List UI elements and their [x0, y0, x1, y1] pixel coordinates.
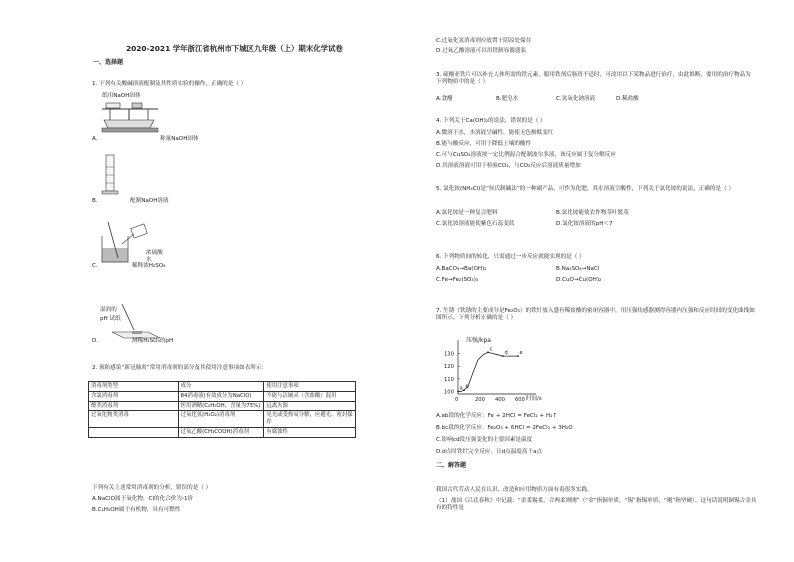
q5-option-c: C.氯化铵溶液能使紫色石蕊变蓝: [436, 221, 515, 227]
q6-stem: 6. 下列物质间的转化，只需通过一步反应就能实现的是（ ）: [436, 254, 585, 260]
q4-stem: 4. 下列关于Ca(OH)₂的说法，错误的是（ ）: [436, 118, 546, 124]
table-header-cell: 消毒剂类型: [89, 382, 179, 392]
point-a-label: a: [459, 385, 463, 392]
q6-option-d: D.CuO→Cu(OH)₂: [556, 277, 602, 283]
table-cell: 过氧化氢(H₂O₂)消毒剂: [178, 411, 264, 428]
x-tick-label: 200: [475, 397, 485, 403]
q7-option-a: A.ab段的化学反应：Fe + 2HCl = FeCl₂ + H₂↑: [436, 413, 558, 419]
q1-option-a: A.: [92, 136, 98, 142]
q7-option-b: B.bc段的化学反应：Fe₂O₃ + 6HCl = 2FeCl₃ + 3H₂O: [436, 425, 573, 431]
x-axis-label: 时间/s: [526, 396, 542, 402]
q3-option-d: D.稀盐酸: [616, 96, 639, 102]
table-row: [89, 391, 356, 401]
table-cell: 过氧乙酸(CH₃COOH)消毒剂: [178, 427, 264, 437]
q2-sub-stem: 下列有关上述常用消毒剂的分析，错误的是（ ）: [92, 485, 212, 491]
q1-caption-d: 测稀H₂SO₄的pH: [132, 338, 174, 344]
q4-option-d: D.其溶液溶液可用于检验CO₂，与CO₂反应后溶液质量增加: [436, 163, 581, 169]
q3-option-c: C.氢氧化钠溶液: [556, 96, 596, 102]
q4-option-c: C.可与CuSO₄溶液按一定比例混合配制波尔多液，该反应属于复分解反应: [436, 152, 616, 158]
q1-label-d-1: 湿润的: [100, 307, 117, 313]
q1-label-a-top: 纸用NaOH固体: [102, 93, 141, 99]
table-cell: 过氧化物类消毒: [89, 411, 179, 428]
q3-option-b: B.肥皂水: [496, 96, 519, 102]
table-cell: 含氯消毒剂: [89, 391, 179, 401]
q4-option-a: A.微溶于水，水溶液呈碱性，能使无色酚酞变红: [436, 130, 554, 136]
table-header-row: [89, 382, 356, 392]
q1-stem: 1. 下列有关酸碱溶液配制及其性质实验的操作，正确的是（ ）: [92, 81, 247, 87]
q2-option-b: B.C₂H₅OH属于有机物，具有可燃性: [92, 507, 181, 513]
q1-option-b: B.: [92, 198, 98, 204]
q1-caption-a: 称量NaOH固体: [160, 136, 199, 142]
q6-option-a: A.BaCO₃→Ba(OH)₂: [436, 266, 487, 272]
q5-option-b: B.氯化铵能使农作物茎叶繁茂: [556, 210, 629, 216]
q6-option-b: B.Na₂SO₄→NaCl: [556, 266, 600, 272]
q7-option-d: D.d点时铁钉完全反应，且d点温度高于a点: [436, 449, 543, 455]
disinfectant-table: [88, 381, 356, 438]
q4-option-b: B.能与酸反应，可用于降低土壤的酸性: [436, 141, 532, 147]
ph-paper-illustration: [108, 300, 168, 342]
page-title: 2020-2021 学年浙江省杭州市下城区九年级（上）期末化学试卷: [126, 44, 343, 53]
q2-option-d: D.过氧乙酸溶液可以用铁制容器盛装: [436, 48, 526, 54]
section-heading-answer: 二、解答题: [436, 462, 467, 469]
balance-illustration: [100, 100, 160, 140]
q7-stem: 7. 生锈（铁锈的主要成分是Fe₂O₃）的铁钉放入盛有稀盐酸的密闭容器中，用压强传感器测得容器内压强和反应时间的变化曲线如图所示。下列分析正确的是（ ）: [436, 308, 755, 321]
q6-option-c: C.Fe→Fe₂(SO₄)₃: [436, 277, 479, 283]
point-e-label: e: [519, 350, 523, 357]
y-axis-label: 压强/kpa: [466, 337, 491, 344]
table-header-cell: 使用注意事项: [264, 382, 356, 392]
q1-label-d-2: pH 试纸: [100, 316, 121, 322]
x-tick-label: 0: [455, 397, 459, 403]
q5-stem: 5. 氯化铵(NH₄Cl)是“侯氏制碱法”的一种副产品，可作为化肥，其水溶液呈酸性，下列关于氯化铵的说法，正确的是（ ）: [436, 186, 735, 192]
point-c-label: c: [489, 346, 493, 353]
table-row: [89, 411, 356, 428]
section-heading-choice: 一、选择题: [93, 59, 124, 66]
q5-option-d: D.氯化铵溶液的pH＜7: [556, 221, 613, 227]
x-tick-label: 600: [515, 397, 525, 403]
point-d-label: d: [504, 350, 508, 357]
q1-label-c-acid: 浓硫酸: [146, 250, 163, 256]
q3-option-a: A.食醋: [436, 96, 453, 102]
y-tick-label: 100: [444, 389, 454, 396]
table-cell: 医用酒精(C₂H₅OH，含量为75%): [178, 401, 264, 411]
y-tick-label: 120: [444, 364, 454, 371]
q7-option-c: C.影响cd段压强变化的主要因素是温度: [436, 437, 533, 443]
point-b-label: b: [465, 384, 469, 391]
q3-stem: 3. 硫酸亚铁片可以补充人体所需的铁元素，服用铁剂后肠胃不适时，可改用以下某物品进行治疗，由此推断，要用的治疗物品为下列物质中的是（ ）: [436, 72, 751, 85]
q2-option-c: C.过氧化氢消毒剂应放置于阴凉处保存: [436, 38, 532, 44]
table-row: [89, 401, 356, 411]
table-cell: 84消毒液(有效成分为NaClO): [178, 391, 264, 401]
table-cell: 不能与洁厕灵（含盐酸）混用: [264, 391, 356, 401]
pressure-chart: [436, 334, 546, 414]
table-cell: 有腐蚀性: [264, 427, 356, 437]
y-tick-label: 110: [444, 376, 454, 383]
q1-caption-b: 配制NaOH溶液: [130, 198, 169, 204]
q5-option-a: A.氯化铵是一种复合肥料: [436, 210, 498, 216]
q2-option-a: A.NaClO属于氧化物，Cl的化合价为-1价: [92, 496, 194, 502]
table-cell: 远离火源: [264, 401, 356, 411]
q1-option-c: C.: [92, 263, 98, 269]
table-cell: 见光或受热易分解，应避光、密封保存: [264, 411, 356, 428]
q1-option-d: D.: [92, 338, 99, 344]
q1-caption-c: 稀释浓H₂SO₄: [132, 263, 166, 269]
table-cell: 醇类消毒剂: [89, 401, 179, 411]
y-tick-label: 130: [444, 351, 454, 358]
x-tick-label: 400: [495, 397, 505, 403]
table-row: [89, 427, 356, 437]
q8-stem: （1）战国《吕氏春秋》中记载：“金柔锡柔，合两柔则刚”（“金”指铜单质，“锡”指锡单质，“刚”指坚硬）。这句话说明铜锡合金具有的特性是: [436, 498, 757, 511]
table-cell: [89, 427, 179, 437]
q1-label-c-water: 水: [146, 257, 152, 263]
q8-intro: 我国古代劳动人民在认识、改造和应用物质方面有着很多实践。: [436, 487, 593, 493]
cylinder-illustration: [102, 155, 122, 197]
q2-stem: 2. 预防感染“新冠肺炎”常用消毒剂的部分及其使用注意事项如表所示：: [92, 365, 268, 371]
table-header-cell: 成分: [178, 382, 264, 392]
